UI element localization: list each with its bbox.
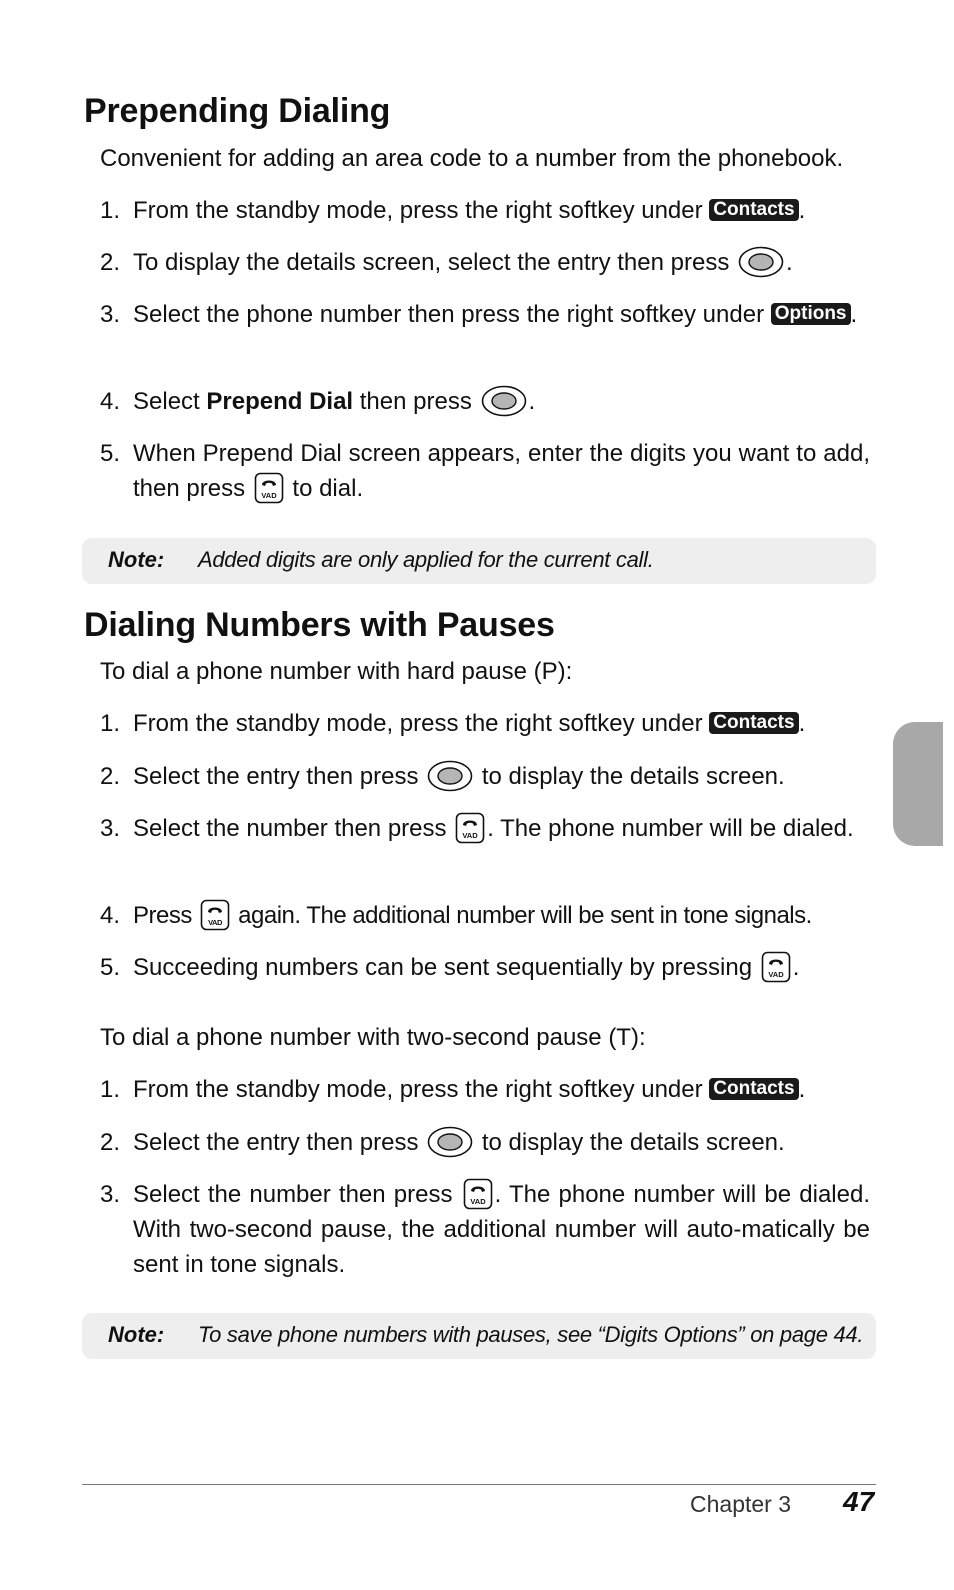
send-vad-key-icon — [200, 899, 230, 931]
footer-divider — [82, 1484, 876, 1485]
list-item: 2. Select the entry then press to display the details screen. — [100, 759, 870, 794]
contacts-softkey-label: Contacts — [709, 712, 798, 734]
list-item: 1. From the standby mode, press the right softkey under Contacts . — [100, 710, 806, 737]
page-number: 47 — [843, 1486, 875, 1517]
list-item: 3. Select the number then press . The phone number will be dialed. With two-second pause, the additional number will auto-matically be sent in tone signals. — [100, 1177, 870, 1282]
footer-chapter: Chapter 3 — [690, 1491, 792, 1517]
ok-key-icon — [427, 1126, 473, 1158]
menu-option-prepend-dial: Prepend Dial — [206, 388, 354, 415]
section-title-dialing-pauses: Dialing Numbers with Pauses — [84, 606, 555, 644]
list-item: 2. Select the entry then press to display the details screen. — [100, 1125, 870, 1160]
list-item: 3. Select the number then press . The phone number will be dialed. — [100, 811, 870, 846]
hard-pause-intro: To dial a phone number with hard pause (P): — [100, 658, 573, 685]
send-vad-key-icon — [254, 472, 284, 504]
note-text: Added digits are only applied for the current call. — [198, 547, 654, 572]
list-item: 1. From the standby mode, press the right softkey under Contacts . — [100, 197, 806, 224]
note-box — [82, 1313, 876, 1359]
note-label: Note: — [108, 1322, 165, 1347]
chapter-thumb-tab — [893, 722, 943, 846]
send-vad-key-icon — [463, 1178, 493, 1210]
note-text: To save phone numbers with pauses, see “Digits Options” on page 44. — [198, 1322, 864, 1347]
send-vad-key-icon — [455, 812, 485, 844]
list-item: 2. To display the details screen, select the entry then press . — [100, 245, 870, 280]
list-item: 5. When Prepend Dial screen appears, enter the digits you want to add, then press to dial. — [100, 440, 870, 502]
ok-key-icon — [738, 246, 784, 278]
section-intro: Convenient for adding an area code to a number from the phonebook. — [100, 145, 844, 172]
list-item: 3. Select the phone number then press the right softkey under Options . — [100, 301, 858, 328]
contacts-softkey-label: Contacts — [709, 1078, 798, 1100]
options-softkey-label: Options — [771, 303, 851, 325]
two-second-pause-intro: To dial a phone number with two-second pause (T): — [100, 1024, 646, 1051]
list-item: 5. Succeeding numbers can be sent sequentially by pressing . — [100, 950, 870, 985]
contacts-softkey-label: Contacts — [709, 199, 798, 221]
note-label: Note: — [108, 547, 165, 572]
send-vad-key-icon — [761, 951, 791, 983]
ok-key-icon — [481, 385, 527, 417]
list-item: 1. From the standby mode, press the right softkey under Contacts . — [100, 1076, 806, 1103]
note-box — [82, 538, 876, 584]
list-item: 4. Select Prepend Dial then press . — [100, 384, 870, 419]
section-title-prepending-dialing: Prepending Dialing — [84, 92, 391, 130]
ok-key-icon — [427, 760, 473, 792]
list-item: 4. Press again. The additional number will be sent in tone signals. — [100, 898, 870, 933]
